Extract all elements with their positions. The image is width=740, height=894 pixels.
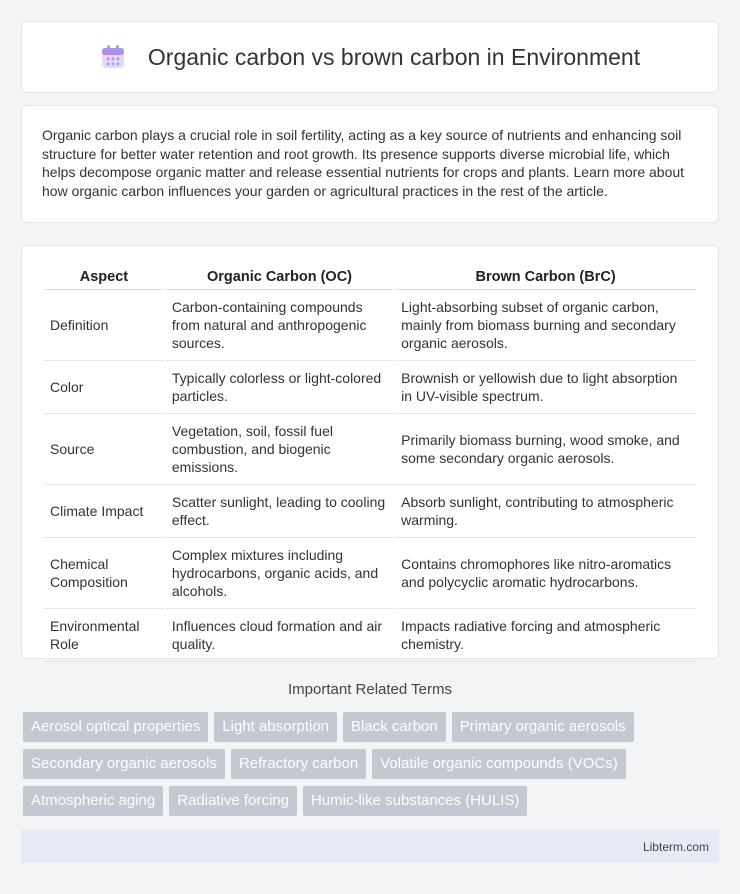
related-terms-heading: Important Related Terms [288,681,452,698]
header-organic-carbon: Organic Carbon (OC) [166,261,393,290]
row-aspect: Color [44,361,164,414]
row-oc-value: Vegetation, soil, fossil fuel combustion, and biogenic emissions. [166,414,393,485]
row-aspect: Source [44,414,164,485]
table-row [44,290,696,361]
table-row [44,485,696,538]
comparison-table-card [21,245,719,659]
term-tag[interactable]: Primary organic aerosols [452,712,634,742]
header-card [21,21,719,93]
row-brc-value: Absorb sunlight, contributing to atmospheric warming. [395,485,696,538]
row-oc-value: Carbon-containing compounds from natural and anthropogenic sources. [166,290,393,361]
table-row [44,538,696,609]
calendar-icon [100,44,126,70]
row-brc-value: Impacts radiative forcing and atmospheric chemistry. [395,609,696,662]
footer [21,830,719,863]
row-brc-value: Contains chromophores like nitro-aromatics and polycyclic aromatic hydrocarbons. [395,538,696,609]
term-tag[interactable]: Light absorption [214,712,337,742]
table-row [44,609,696,662]
term-tag[interactable]: Atmospheric aging [23,786,163,816]
intro-paragraph: Organic carbon plays a crucial role in soil fertility, acting as a key source of nutrients and enhancing soil structure for better water retention and root growth. Its presence supports diverse microbial life, which helps decompose organic matter and release essential nutrients for crops and plants. Learn more about how organic carbon influences your garden or agricultural practices in the rest of the article. [42,127,685,199]
row-aspect: Climate Impact [44,485,164,538]
header-aspect: Aspect [44,261,164,290]
page-title: Organic carbon vs brown carbon in Environment [147,43,641,70]
table-header-row [44,261,696,290]
comparison-table [42,261,698,662]
row-oc-value: Typically colorless or light-colored particles. [166,361,393,414]
row-aspect: Environmental Role [44,609,164,662]
term-tag[interactable]: Secondary organic aerosols [23,749,225,779]
term-tag[interactable]: Volatile organic compounds (VOCs) [372,749,626,779]
term-tag[interactable]: Humic-like substances (HULIS) [303,786,527,816]
term-tag[interactable]: Aerosol optical properties [23,712,208,742]
term-tag[interactable]: Radiative forcing [169,786,297,816]
table-row [44,361,696,414]
term-tag[interactable]: Refractory carbon [231,749,366,779]
row-oc-value: Scatter sunlight, leading to cooling effect. [166,485,393,538]
row-brc-value: Light-absorbing subset of organic carbon, mainly from biomass burning and secondary organic aerosols. [395,290,696,361]
related-terms-list [23,712,723,816]
row-brc-value: Brownish or yellowish due to light absorption in UV-visible spectrum. [395,361,696,414]
row-aspect: Definition [44,290,164,361]
footer-site-link[interactable]: Libterm.com [642,839,709,854]
row-aspect: Chemical Composition [44,538,164,609]
intro-card [21,105,719,223]
row-oc-value: Complex mixtures including hydrocarbons, organic acids, and alcohols. [166,538,393,609]
table-row [44,414,696,485]
term-tag[interactable]: Black carbon [343,712,446,742]
row-oc-value: Influences cloud formation and air quality. [166,609,393,662]
header-brown-carbon: Brown Carbon (BrC) [395,261,696,290]
row-brc-value: Primarily biomass burning, wood smoke, and some secondary organic aerosols. [395,414,696,485]
